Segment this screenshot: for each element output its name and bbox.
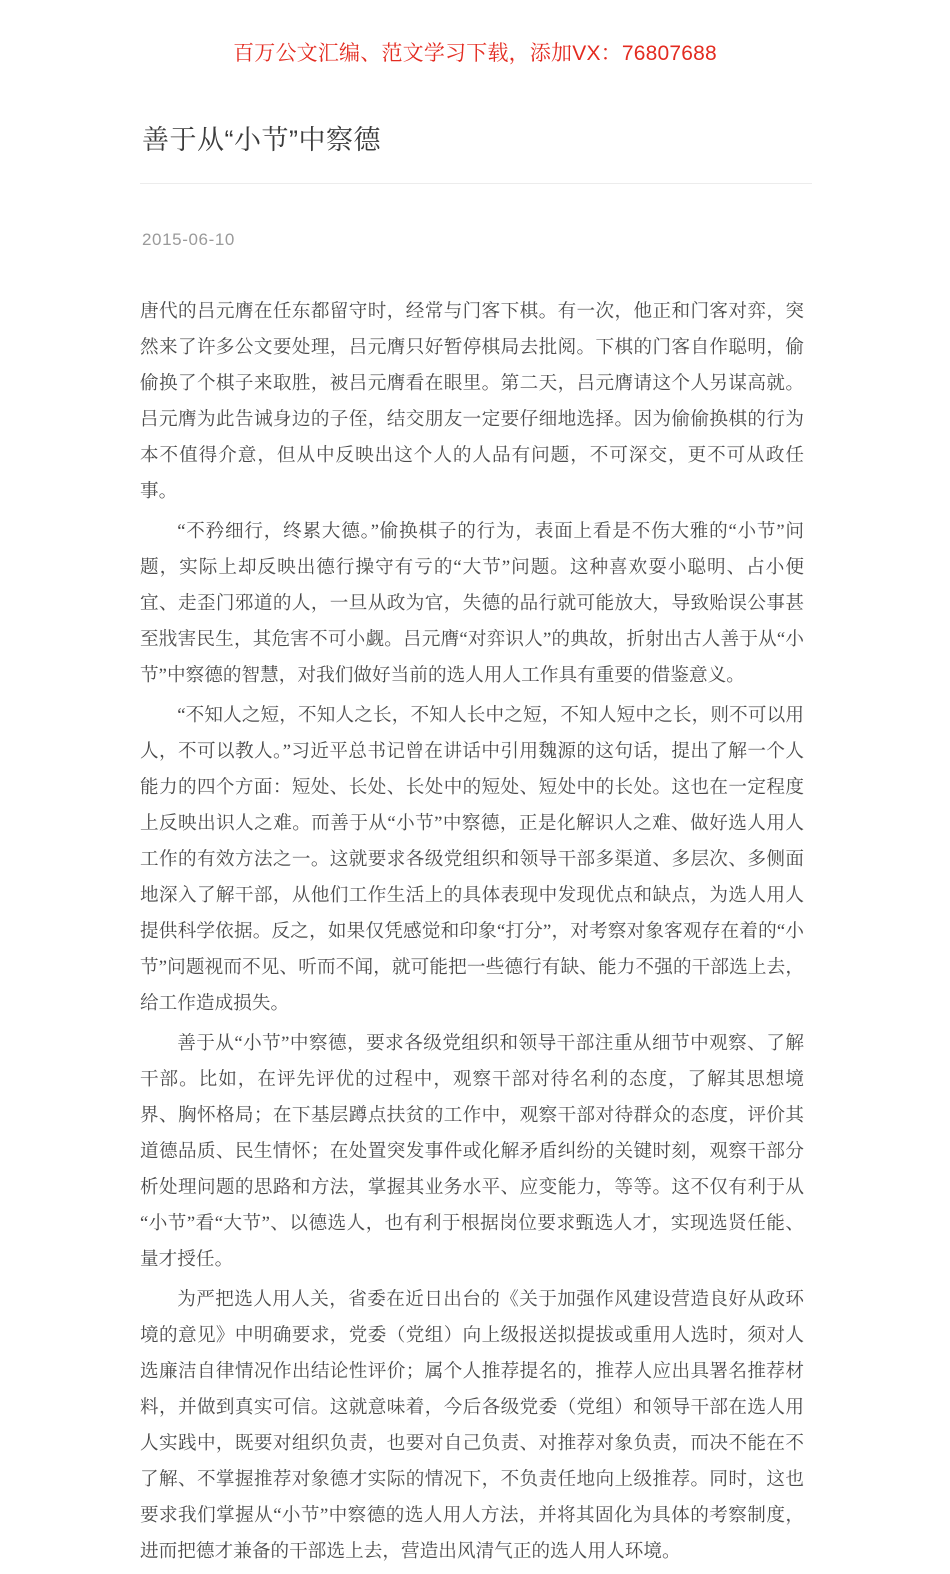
- body-paragraph-5: 为严把选人用人关，省委在近日出台的《关于加强作风建设营造良好从政环境的意见》中明确要求，党委（党组）向上级报送拟提拔或重用人选时，须对人选廉洁自律情况作出结论性评价；属个人推荐提名的，推荐人应出具署名推荐材料，并做到真实可信。这就意味着，今后各级党委（党组）和领导干部在选人用人实践中，既要对组织负责，也要对自己负责、对推荐对象负责，而决不能在不了解、不掌握推荐对象德才实际的情况下，不负责任地向上级推荐。同时，这也要求我们掌握从“小节”中察德的选人用人方法，并将其固化为具体的考察制度，进而把德才兼备的干部选上去，营造出风清气正的选人用人环境。: [140, 1289, 804, 1562]
- body-paragraph-2: “不矜细行，终累大德。”偷换棋子的行为，表面上看是不伤大雅的“小节”问题，实际上却反映出德行操守有亏的“大节”问题。这种喜欢耍小聪明、占小便宜、走歪门邪道的人，一旦从政为官，失德的品行就可能放大，导致贻误公事甚至戕害民生，其危害不可小觑。吕元膺“对弈识人”的典故，折射出古人善于从“小节”中察德的智慧，对我们做好当前的选人用人工作具有重要的借鉴意义。: [140, 521, 804, 686]
- body-paragraph-3: “不知人之短，不知人之长，不知人长中之短，不知人短中之长，则不可以用人，不可以教人。”习近平总书记曾在讲话中引用魏源的这句话，提出了解一个人能力的四个方面：短处、长处、长处中的短处、短处中的长处。这也在一定程度上反映出识人之难。而善于从“小节”中察德，正是化解识人之难、做好选人用人工作的有效方法之一。这就要求各级党组织和领导干部多渠道、多层次、多侧面地深入了解干部，从他们工作生活上的具体表现中发现优点和缺点，为选人用人提供科学依据。反之，如果仅凭感觉和印象“打分”，对考察对象客观存在着的“小节”问题视而不见、听而不闻，就可能把一些德行有缺、能力不强的干部选上去，给工作造成损失。: [140, 705, 804, 1014]
- publish-date: 2015-06-10: [142, 230, 235, 249]
- title-divider: [140, 183, 812, 184]
- page-title: 善于从“小节”中察德: [142, 125, 381, 155]
- article-body: [140, 294, 804, 1570]
- promo-banner: [0, 40, 950, 68]
- body-paragraph-1: 唐代的吕元膺在任东都留守时，经常与门客下棋。有一次，他正和门客对弈，突然来了许多公文要处理，吕元膺只好暂停棋局去批阅。下棋的门客自作聪明，偷偷换了个棋子来取胜，被吕元膺看在眼里。第二天，吕元膺请这个人另谋高就。吕元膺为此告诫身边的子侄，结交朋友一定要仔细地选择。因为偷偷换棋的行为本不值得介意，但从中反映出这个人的人品有问题，不可深交，更不可从政任事。: [140, 301, 804, 502]
- promo-text: 百万公文汇编、范文学习下载，添加VX：76807688: [233, 42, 717, 65]
- article-container: [140, 118, 812, 1574]
- body-paragraph-4: 善于从“小节”中察德，要求各级党组织和领导干部注重从细节中观察、了解干部。比如，在评先评优的过程中，观察干部对待名利的态度，了解其思想境界、胸怀格局；在下基层蹲点扶贫的工作中，观察干部对待群众的态度，评价其道德品质、民生情怀；在处置突发事件或化解矛盾纠纷的关键时刻，观察干部分析处理问题的思路和方法，掌握其业务水平、应变能力，等等。这不仅有利于从“小节”看“大节”、以德选人，也有利于根据岗位要求甄选人才，实现选贤任能、量才授任。: [140, 1033, 804, 1270]
